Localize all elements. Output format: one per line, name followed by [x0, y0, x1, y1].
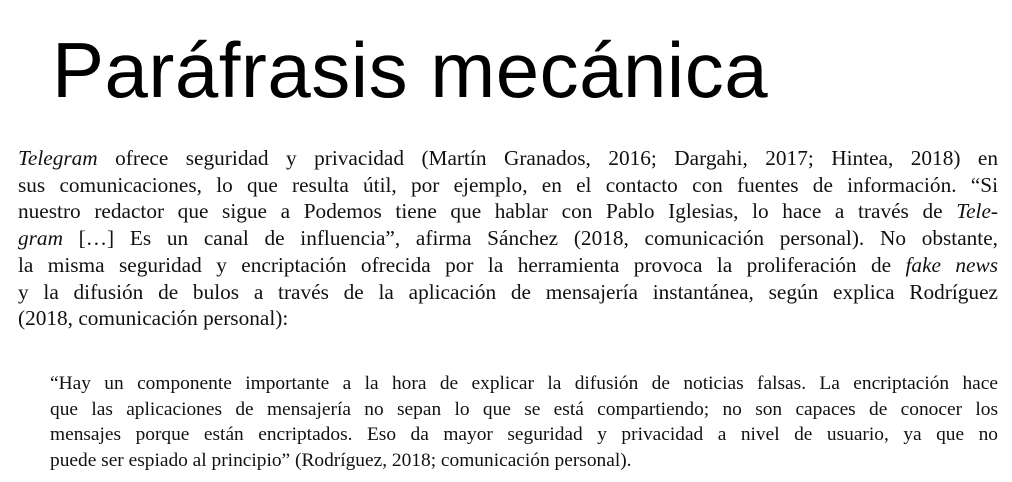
block-quote: [50, 371, 998, 473]
paragraph-line-4-text: […] Es un canal de influencia”, afirma Sánchez (2018, comunicación personal). No obstante,: [62, 226, 998, 251]
paragraph-line-6: y la difusión de bulos a través de la aplicación de mensajería instantánea, según explica Rodríguez: [18, 279, 998, 304]
quote-line-1: “Hay un componente importante a la hora de explicar la difusión de noticias falsas. La encriptación hace: [50, 373, 998, 394]
quote-line-4: puede ser espiado al principio” (Rodríguez, 2018; comunicación personal).: [50, 449, 632, 471]
paragraph-line-4: [18, 225, 998, 252]
paragraph-line-3-text: nuestro redactor que sigue a Podemos tiene que hablar con Pablo Iglesias, lo hace a través de: [18, 199, 957, 224]
paragraph-line-1: [18, 145, 998, 172]
italic-term-gram: gram: [18, 226, 63, 251]
italic-term-fake-news: fake news: [905, 252, 998, 277]
quote-line-3: mensajes porque están encriptados. Eso da mayor seguridad y privacidad a nivel de usuario, ya que no: [50, 424, 998, 445]
italic-term-tele: Tele-: [956, 199, 998, 224]
body-paragraph: [18, 145, 998, 332]
paragraph-line-2: sus comunicaciones, lo que resulta útil, por ejemplo, en el contacto con fuentes de información. “Si: [18, 172, 998, 197]
italic-term-telegram: Telegram: [18, 146, 98, 170]
paragraph-line-1-text: ofrece seguridad y privacidad (Martín Granados, 2016; Dargahi, 2017; Hintea, 2018) en: [97, 146, 998, 170]
page-title: Paráfrasis mecánica: [52, 26, 769, 114]
paragraph-line-5-text: la misma seguridad y encriptación ofrecida por la herramienta provoca la proliferación de: [18, 252, 906, 277]
paragraph-line-7: (2018, comunicación personal):: [18, 306, 289, 331]
paragraph-line-5: [18, 252, 998, 279]
paragraph-line-3: [18, 198, 998, 225]
quote-line-2: que las aplicaciones de mensajería no sepan lo que se está compartiendo; no son capaces de conocer los: [50, 398, 998, 420]
